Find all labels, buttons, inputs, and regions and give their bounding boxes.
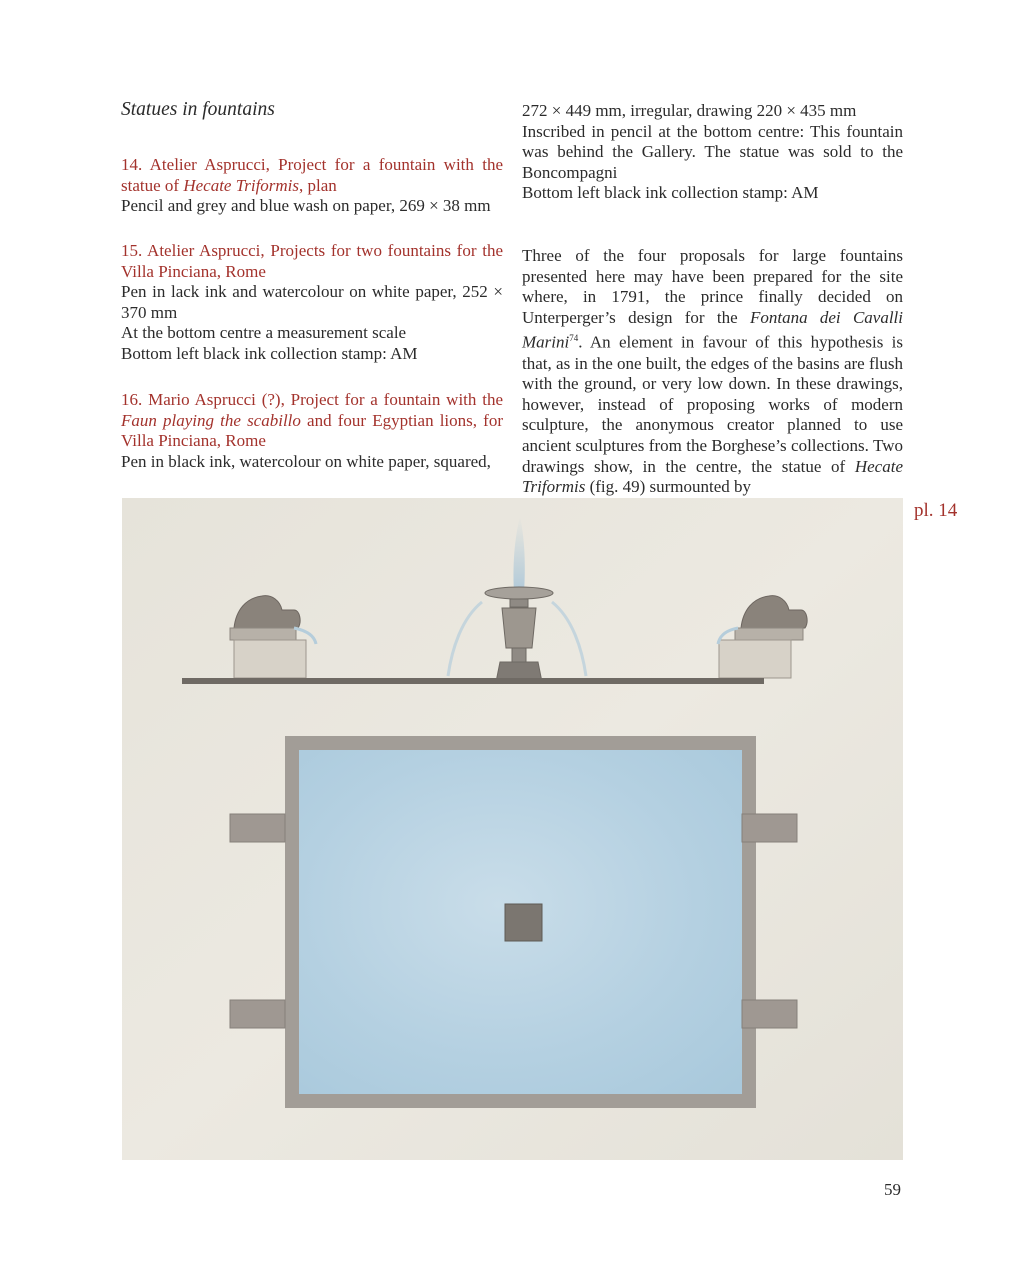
entry-detail: Pencil and grey and blue wash on paper, 269 × 38 mm: [121, 196, 491, 216]
catalogue-entry-14: [121, 155, 503, 217]
page-number: 59: [884, 1180, 901, 1199]
footnote-ref: 74: [569, 333, 579, 344]
catalogue-entry-16: [121, 390, 503, 472]
entry-detail: Bottom left black ink collection stamp: AM: [121, 343, 418, 363]
entry-title: 16. Mario Asprucci (?), Project for a fountain with the Faun playing the scabillo and four Egyptian lions, for Villa Pinciana, Rome: [121, 390, 503, 451]
section-title: Statues in fountains: [121, 99, 275, 120]
essay-paragraph: Three of the four proposals for large fountains presented here may have been prepared for the site where, in 1791, the prince finally decided on Unterperger’s design for the Fontana dei Cavalli Marini$^{74}$. An element in favour of this hypothesis is that, as in the one built, the edges of the basins are flush with the ground, or very low down. In these drawings, however, instead of proposing works of modern sculpture, the anonymous creator planned to use ancient sculptures from the Borghese’s collections. Two drawings show, in the centre, the statue of Hecate Triformis (fig. 49) surmounted by: [522, 246, 903, 497]
catalogue-entry-15: [121, 241, 503, 365]
entry-16-continuation: 272 × 449 mm, irregular, drawing 220 × 435 mm Inscribed in pencil at the bottom centre: This fountain was behind the Gallery. The statue was sold to the Boncompagni Bottom left black ink collection stamp: AM: [522, 101, 903, 203]
basin-edge-elevation: [182, 678, 764, 684]
entry-title: 15. Atelier Asprucci, Projects for two fountains for the Villa Pinciana, Rome: [121, 241, 503, 281]
fountain-drawing-plate: [122, 498, 903, 1160]
entry-detail: Pen in black ink, watercolour on white paper, squared,: [121, 451, 491, 471]
plate-label: pl. 14: [914, 500, 958, 521]
central-pedestal-plan: [505, 904, 542, 941]
entry-title: 14. Atelier Asprucci, Project for a fountain with the statue of Hecate Triformis, plan: [121, 155, 503, 195]
entry-detail: Pen in lack ink and watercolour on white paper, 252 × 370 mm: [121, 282, 503, 322]
entry-detail: At the bottom centre a measurement scale: [121, 323, 407, 343]
